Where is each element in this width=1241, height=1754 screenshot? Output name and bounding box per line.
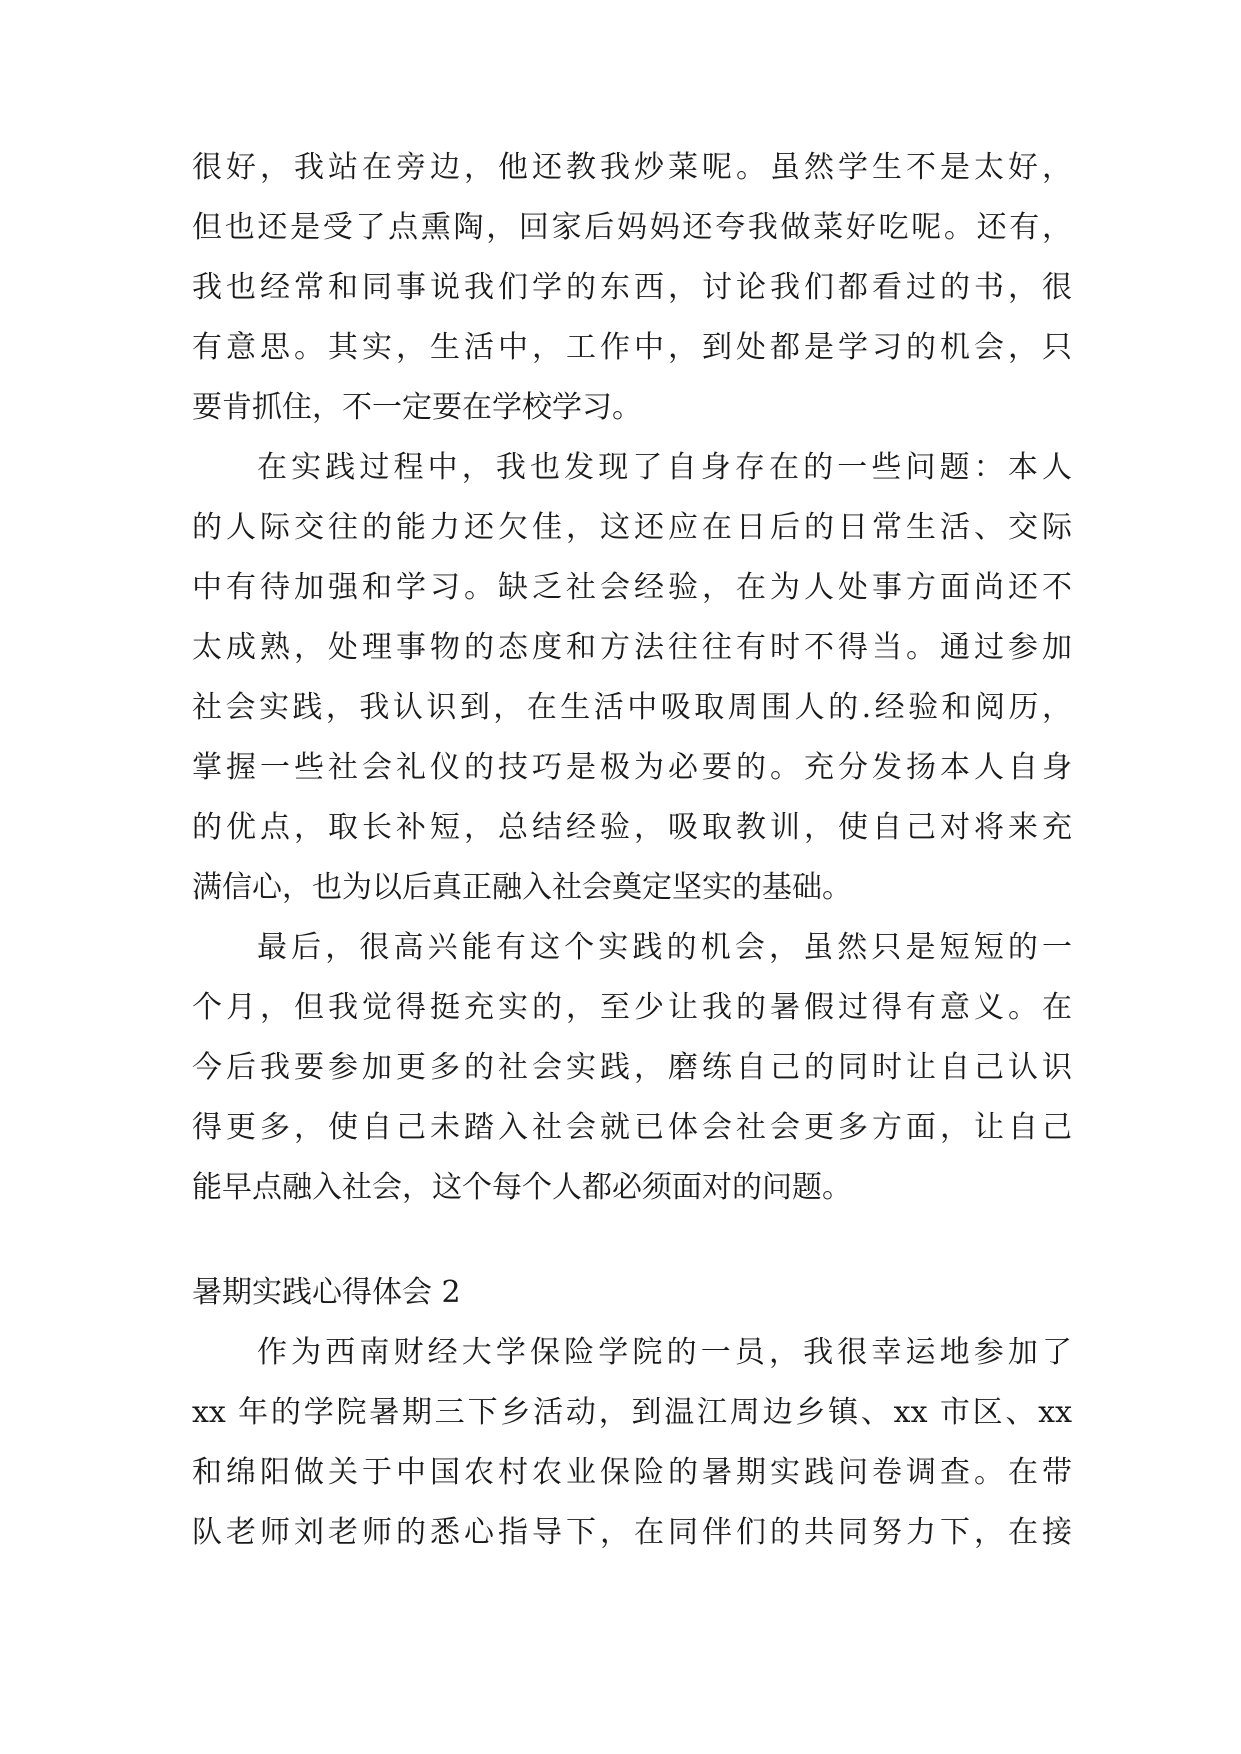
paragraph-3-line-4: 得更多，使自己未踏入社会就已体会社会更多方面，让自己 <box>192 1110 1072 1145</box>
paragraph-1-line-3: 我也经常和同事说我们学的东西，讨论我们都看过的书，很 <box>192 270 1072 305</box>
paragraph-2-line-7: 的优点，取长补短，总结经验，吸取教训，使自己对将来充 <box>192 810 1072 845</box>
paragraph-1-line-5: 要肯抓住，不一定要在学校学习。 <box>192 390 642 425</box>
paragraph-2-line-5: 社会实践，我认识到，在生活中吸取周围人的.经验和阅历， <box>192 690 1072 725</box>
paragraph-3-line-3: 今后我要参加更多的社会实践，磨练自己的同时让自己认识 <box>192 1050 1072 1085</box>
paragraph-1-line-4: 有意思。其实，生活中，工作中，到处都是学习的机会，只 <box>192 330 1072 365</box>
paragraph-2-line-4: 太成熟，处理事物的态度和方法往往有时不得当。通过参加 <box>192 630 1072 665</box>
paragraph-3-line-1: 最后，很高兴能有这个实践的机会，虽然只是短短的一 <box>257 930 1072 965</box>
paragraph-2-line-2: 的人际交往的能力还欠佳，这还应在日后的日常生活、交际 <box>192 510 1072 545</box>
section-paragraph-line-2: xx 年的学院暑期三下乡活动，到温江周边乡镇、xx 市区、xx <box>192 1395 1072 1430</box>
paragraph-3-line-5: 能早点融入社会，这个每个人都必须面对的问题。 <box>192 1170 852 1205</box>
section-paragraph-line-4: 队老师刘老师的悉心指导下，在同伴们的共同努力下，在接 <box>192 1515 1072 1550</box>
paragraph-2-line-3: 中有待加强和学习。缺乏社会经验，在为人处事方面尚还不 <box>192 570 1072 605</box>
section-paragraph-line-1: 作为西南财经大学保险学院的一员，我很幸运地参加了 <box>257 1335 1072 1370</box>
section-heading: 暑期实践心得体会 2 <box>192 1275 461 1310</box>
paragraph-2-line-1: 在实践过程中，我也发现了自身存在的一些问题：本人 <box>257 450 1072 485</box>
paragraph-1-line-1: 很好，我站在旁边，他还教我炒菜呢。虽然学生不是太好， <box>192 150 1072 185</box>
paragraph-2-line-8: 满信心，也为以后真正融入社会奠定坚实的基础。 <box>192 870 852 905</box>
paragraph-1-line-2: 但也还是受了点熏陶，回家后妈妈还夸我做菜好吃呢。还有， <box>192 210 1072 245</box>
paragraph-3-line-2: 个月，但我觉得挺充实的，至少让我的暑假过得有意义。在 <box>192 990 1072 1025</box>
paragraph-2-line-6: 掌握一些社会礼仪的技巧是极为必要的。充分发扬本人自身 <box>192 750 1072 785</box>
section-paragraph-line-3: 和绵阳做关于中国农村农业保险的暑期实践问卷调查。在带 <box>192 1455 1072 1490</box>
